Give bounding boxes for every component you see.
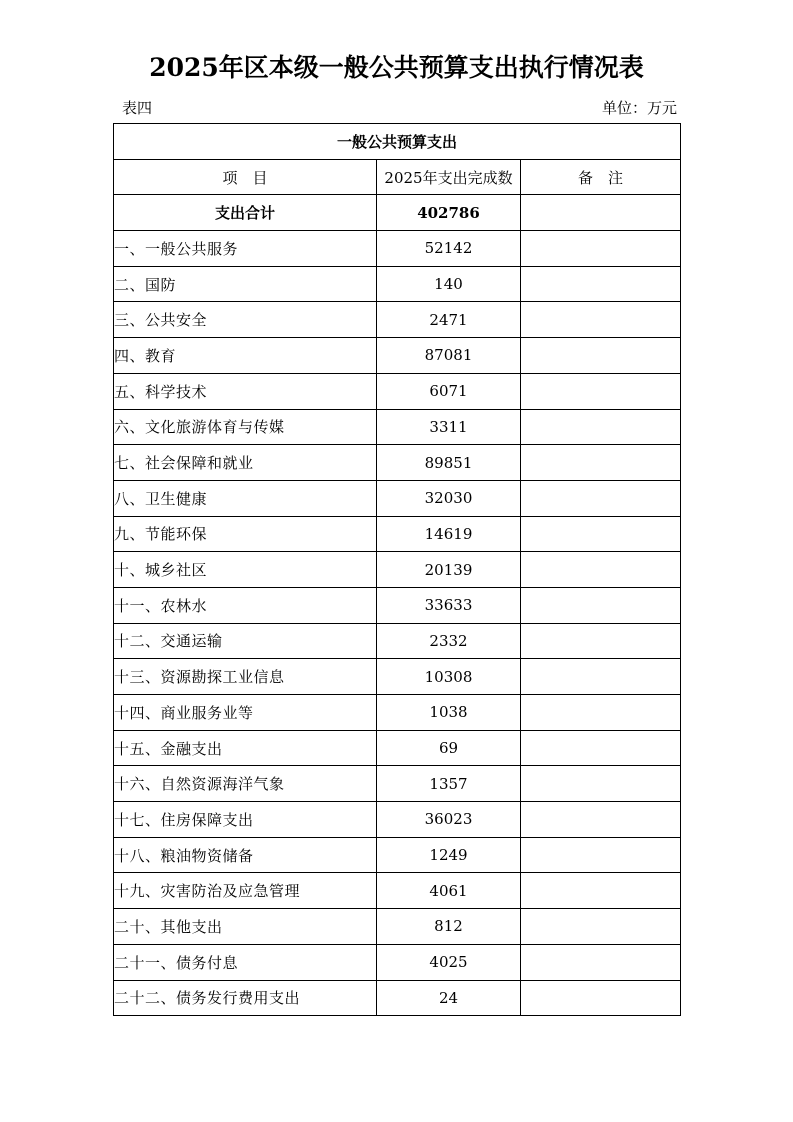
header-item: 项 目 [114, 159, 377, 195]
row-item: 九、节能环保 [114, 516, 377, 552]
row-value: 1357 [377, 766, 521, 802]
row-note [521, 730, 681, 766]
row-item: 十二、交通运输 [114, 623, 377, 659]
row-value: 69 [377, 730, 521, 766]
row-note [521, 837, 681, 873]
table-row [114, 623, 681, 659]
row-item: 七、社会保障和就业 [114, 445, 377, 481]
row-note [521, 695, 681, 731]
table-row [114, 266, 681, 302]
row-note [521, 445, 681, 481]
table-row [114, 980, 681, 1016]
row-item: 十一、农林水 [114, 587, 377, 623]
table-row [114, 766, 681, 802]
row-note [521, 480, 681, 516]
row-item: 二十一、债务付息 [114, 944, 377, 980]
section-header: 一般公共预算支出 [114, 124, 681, 160]
row-item: 三、公共安全 [114, 302, 377, 338]
row-item: 十九、灾害防治及应急管理 [114, 873, 377, 909]
table-row [114, 802, 681, 838]
table-row [114, 552, 681, 588]
table-row [114, 909, 681, 945]
row-item: 十六、自然资源海洋气象 [114, 766, 377, 802]
row-note [521, 302, 681, 338]
row-note [521, 552, 681, 588]
row-value: 24 [377, 980, 521, 1016]
row-value: 3311 [377, 409, 521, 445]
row-note [521, 409, 681, 445]
row-note [521, 231, 681, 267]
table-row [114, 730, 681, 766]
row-value: 33633 [377, 587, 521, 623]
row-item: 十、城乡社区 [114, 552, 377, 588]
row-value: 87081 [377, 338, 521, 374]
row-note [521, 587, 681, 623]
row-item: 一、一般公共服务 [114, 231, 377, 267]
section-header-row [114, 124, 681, 160]
total-label: 支出合计 [114, 195, 377, 231]
row-note [521, 980, 681, 1016]
table-row [114, 231, 681, 267]
row-value: 10308 [377, 659, 521, 695]
row-value: 140 [377, 266, 521, 302]
row-note [521, 623, 681, 659]
total-note [521, 195, 681, 231]
row-note [521, 373, 681, 409]
header-note: 备 注 [521, 159, 681, 195]
row-item: 十五、金融支出 [114, 730, 377, 766]
row-item: 十四、商业服务业等 [114, 695, 377, 731]
row-value: 812 [377, 909, 521, 945]
total-value: 402786 [377, 195, 521, 231]
row-item: 十七、住房保障支出 [114, 802, 377, 838]
row-item: 二十、其他支出 [114, 909, 377, 945]
table-row [114, 445, 681, 481]
table-row [114, 944, 681, 980]
unit-label: 单位：万元 [601, 99, 677, 117]
row-value: 1038 [377, 695, 521, 731]
table-number: 表四 [122, 99, 153, 117]
row-value: 52142 [377, 231, 521, 267]
row-note [521, 516, 681, 552]
row-note [521, 338, 681, 374]
row-value: 32030 [377, 480, 521, 516]
row-item: 四、教育 [114, 338, 377, 374]
table-row [114, 409, 681, 445]
row-value: 20139 [377, 552, 521, 588]
row-note [521, 766, 681, 802]
row-value: 2332 [377, 623, 521, 659]
table-row [114, 587, 681, 623]
row-item: 十三、资源勘探工业信息 [114, 659, 377, 695]
table-row [114, 659, 681, 695]
row-value: 2471 [377, 302, 521, 338]
table-row [114, 837, 681, 873]
row-item: 八、卫生健康 [114, 480, 377, 516]
row-item: 十八、粮油物资储备 [114, 837, 377, 873]
row-note [521, 873, 681, 909]
row-note [521, 802, 681, 838]
page-title: 2025年区本级一般公共预算支出执行情况表 [149, 53, 644, 82]
table-row [114, 338, 681, 374]
row-item: 二、国防 [114, 266, 377, 302]
row-value: 4061 [377, 873, 521, 909]
row-value: 6071 [377, 373, 521, 409]
row-note [521, 266, 681, 302]
row-item: 五、科学技术 [114, 373, 377, 409]
row-item: 六、文化旅游体育与传媒 [114, 409, 377, 445]
row-value: 89851 [377, 445, 521, 481]
table-row [114, 516, 681, 552]
row-note [521, 944, 681, 980]
total-row [114, 195, 681, 231]
row-note [521, 909, 681, 945]
row-value: 1249 [377, 837, 521, 873]
column-header-row [114, 159, 681, 195]
header-value: 2025年支出完成数 [377, 159, 521, 195]
row-note [521, 659, 681, 695]
table-row [114, 480, 681, 516]
row-item: 二十二、债务发行费用支出 [114, 980, 377, 1016]
table-row [114, 873, 681, 909]
budget-table [113, 123, 681, 1016]
row-value: 36023 [377, 802, 521, 838]
table-row [114, 373, 681, 409]
row-value: 4025 [377, 944, 521, 980]
table-row [114, 695, 681, 731]
table-row [114, 302, 681, 338]
row-value: 14619 [377, 516, 521, 552]
